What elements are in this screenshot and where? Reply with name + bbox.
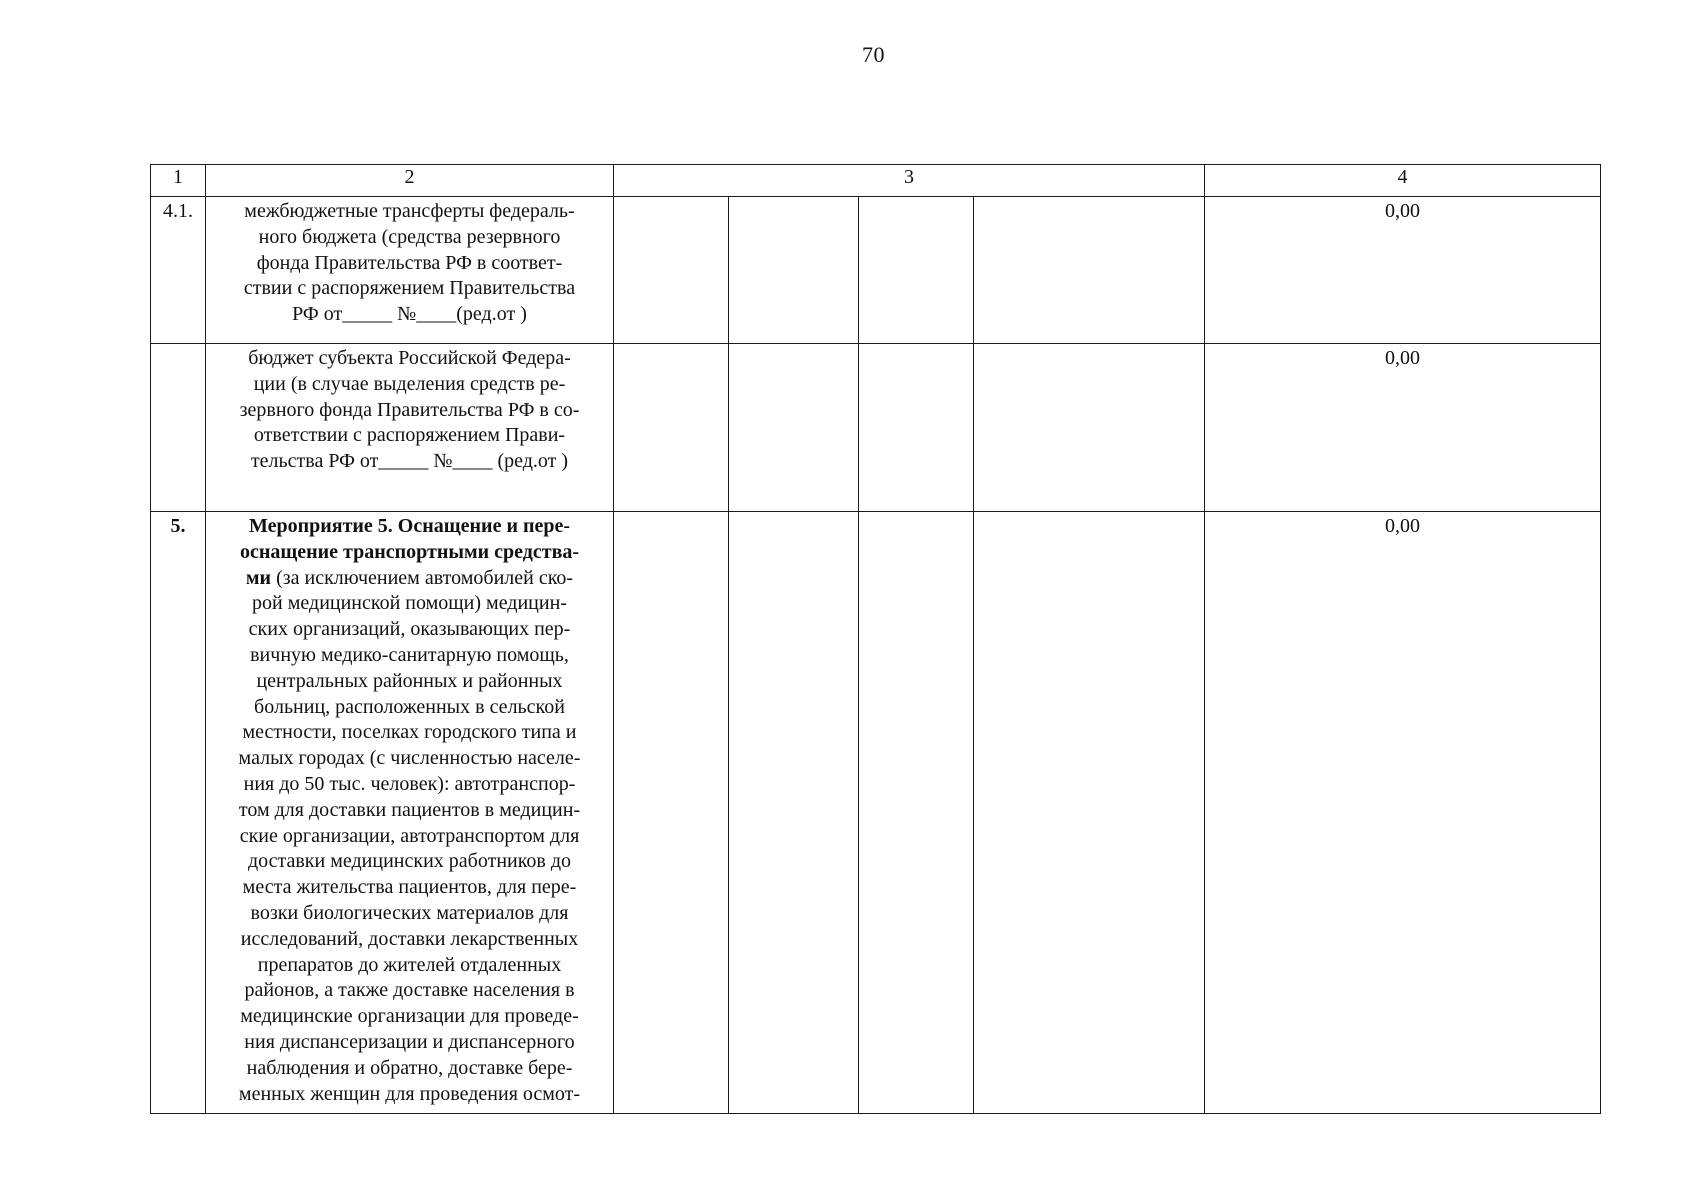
description-line: медицинские организации для проведе- (240, 1005, 579, 1028)
description-line: зервного фонда Правительства РФ в со- (239, 398, 580, 421)
description-line: наблюдения и обратно, доставке бере- (246, 1056, 573, 1079)
description-line: ния диспансеризации и диспансерного (244, 1030, 575, 1053)
header-col-4: 4 (1205, 165, 1601, 197)
description-line: исследований, доставки лекарственных (240, 927, 579, 950)
description-line: центральных районных и районных (256, 669, 563, 692)
row-description (206, 197, 614, 344)
description-line: местности, поселках городского типа и (242, 721, 577, 744)
empty-cell (729, 344, 859, 512)
description-bold-fragment: ми (245, 566, 272, 589)
description-line: возки биологических материалов для (250, 901, 569, 924)
row-amount: 0,00 (1205, 344, 1601, 512)
table-row (151, 512, 1601, 1114)
header-col-2: 2 (206, 165, 614, 197)
description-line: доставки медицинских работников до (247, 850, 572, 873)
empty-cell (614, 512, 729, 1114)
description-line: менных женщин для проведения осмот- (238, 1082, 581, 1105)
description-line: ного бюджета (средства резервного (258, 225, 561, 248)
description-line-bold: оснащение транспортными средства- (239, 540, 580, 563)
description-line: РФ от_____ №____(ред.от ) (292, 303, 527, 326)
header-row (151, 165, 1601, 197)
empty-cell (974, 197, 1205, 344)
empty-cell (859, 512, 974, 1114)
empty-cell (974, 344, 1205, 512)
empty-cell (859, 344, 974, 512)
row-description (206, 512, 614, 1114)
page-number: 70 (862, 42, 885, 67)
table-row (151, 344, 1601, 512)
row-description (206, 344, 614, 512)
description-line: малых городах (с численностью населе- (238, 747, 581, 770)
description-line: вичную медико-санитарную помощь, (250, 643, 569, 666)
description-line: ствии с распоряжением Правительства (243, 277, 576, 300)
header-col-1: 1 (151, 165, 206, 197)
row-number: 5. (151, 512, 206, 1114)
description-line: ответствии с распоряжением Прави- (253, 424, 566, 447)
description-line: ские организации, автотранспортом для (239, 824, 580, 847)
empty-cell (974, 512, 1205, 1114)
row-number: 4.1. (151, 197, 206, 344)
row-amount: 0,00 (1205, 512, 1601, 1114)
description-line: рой медицинской помощи) медицин- (252, 592, 567, 615)
empty-cell (729, 197, 859, 344)
description-line-bold: Мероприятие 5. Оснащение и пере- (248, 515, 571, 537)
description-fragment: (за исключением автомобилей ско- (271, 566, 574, 589)
description-line: больниц, расположенных в сельской (254, 695, 565, 718)
description-line: тельства РФ от_____ №____ (ред.от ) (250, 450, 569, 473)
budget-table (150, 164, 1601, 1114)
empty-cell (729, 512, 859, 1114)
description-line (214, 566, 605, 592)
empty-cell (859, 197, 974, 344)
header-col-3: 3 (614, 165, 1205, 197)
row-amount: 0,00 (1205, 197, 1601, 344)
description-line: ния до 50 тыс. человек): автотранспор- (243, 772, 576, 795)
description-line: межбюджетные трансферты федераль- (244, 200, 575, 222)
table-row (151, 197, 1601, 344)
description-line: районов, а также доставке населения в (244, 979, 575, 1002)
empty-cell (614, 197, 729, 344)
description-line: ских организаций, оказывающих пер- (248, 618, 571, 641)
description-line: бюджет субъекта Российской Федера- (248, 347, 571, 369)
description-line: места жительства пациентов, для пере- (242, 876, 577, 899)
empty-cell (614, 344, 729, 512)
row-number (151, 344, 206, 512)
description-line: препаратов до жителей отдаленных (257, 953, 562, 976)
description-line: фонда Правительства РФ в соответ- (256, 251, 563, 274)
description-line: ции (в случае выделения средств ре- (253, 372, 566, 395)
description-line: том для доставки пациентов в медицин- (238, 798, 581, 821)
